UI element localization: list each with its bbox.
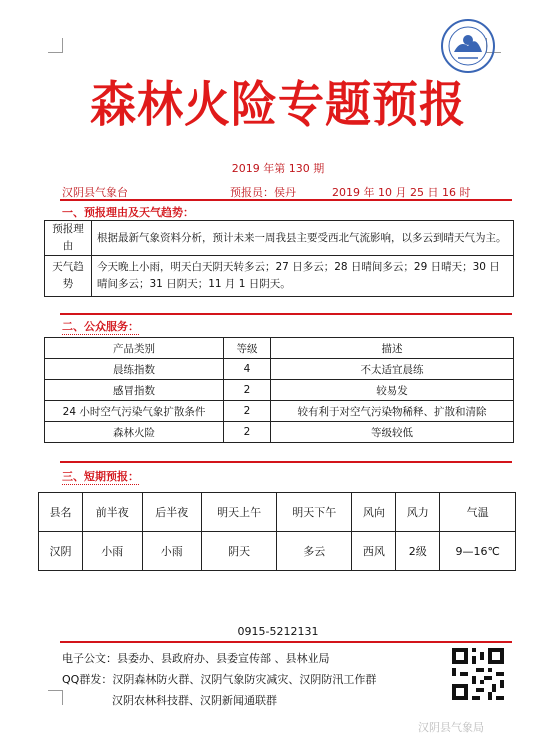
table-cell: 较有利于对空气污染物稀释、扩散和清除 [271,401,514,422]
section3-heading: 三、短期预报： [62,470,139,483]
row-label: 预报理由 [45,221,92,256]
table-row [45,380,514,401]
table-cell: 小雨 [142,532,202,571]
page-title: 森林火险专题预报 [90,75,466,133]
issuing-office: 汉阴县气象台 [62,186,128,199]
column-header: 描述 [271,338,514,359]
column-header: 产品类别 [45,338,224,359]
table-row [45,359,514,380]
table-row [45,256,514,297]
issue-datetime: 2019 年 10 月 25 日 16 时 [332,186,471,199]
section2-rule [60,461,512,463]
table-cell: 晨练指数 [45,359,224,380]
short-term-forecast-table [38,492,516,571]
table-cell: 感冒指数 [45,380,224,401]
table-row [45,221,514,256]
contact-phone: 0915-5212131 [237,625,319,638]
table-cell: 小雨 [82,532,142,571]
section1-heading: 一、预报理由及天气趋势： [62,206,194,219]
column-header: 明天上午 [202,493,277,532]
column-header: 等级 [224,338,271,359]
table-header-row [45,338,514,359]
row-label: 天气趋势 [45,256,92,297]
table-cell: 不太适宜晨练 [271,359,514,380]
column-header: 明天下午 [277,493,352,532]
table-cell: 9—16℃ [440,532,516,571]
forecaster: 预报员：侯丹 [230,186,296,199]
table-cell: 多云 [277,532,352,571]
column-header: 风向 [352,493,396,532]
forecast-reason-table [44,220,514,297]
column-header: 后半夜 [142,493,202,532]
crop-mark-top-left [48,38,63,53]
crop-mark-bottom-left [48,690,63,705]
table-cell: 2 [224,380,271,401]
table-cell: 24 小时空气污染气象扩散条件 [45,401,224,422]
row-text: 今天晚上小雨，明天白天阴天转多云；27 日多云；28 日晴间多云；29 日晴天；30 日晴间多云；31 日阴天；11 月 1 日阴天。 [92,256,514,297]
table-cell: 森林火险 [45,422,224,443]
column-header: 气温 [440,493,516,532]
distribution-line-3: 汉阴农林科技群、汉阴新闻通联群 [112,694,277,707]
table-cell: 西风 [352,532,396,571]
table-cell: 2 [224,401,271,422]
watermark-text: 汉阴县气象局 [418,721,484,734]
column-header: 前半夜 [82,493,142,532]
table-cell: 2 [224,422,271,443]
column-header: 风力 [396,493,440,532]
section1-rule [60,313,512,315]
table-row [45,422,514,443]
distribution-line-1: 电子公文：县委办、县政府办、县委宣传部 、县林业局 [62,652,330,665]
table-cell: 4 [224,359,271,380]
section2-heading: 二、公众服务： [62,320,139,333]
table-row [39,532,516,571]
public-service-table [44,337,514,443]
distribution-line-2: QQ群发：汉阴森林防火群、汉阴气象防灾减灾、汉阴防汛工作群 [62,673,377,686]
row-text: 根据最新气象资料分析，预计未来一周我县主要受西北气流影响，以多云到晴天气为主。 [92,221,514,256]
table-cell: 阴天 [202,532,277,571]
issue-number: 2019 年第 130 期 [231,162,325,175]
table-cell: 汉阴 [39,532,83,571]
table-header-row [39,493,516,532]
table-cell: 等级较低 [271,422,514,443]
table-cell: 较易发 [271,380,514,401]
table-row [45,401,514,422]
column-header: 县名 [39,493,83,532]
footer-rule [60,641,512,643]
header-rule [60,199,512,201]
qr-code-icon [452,648,504,700]
table-cell: 2级 [396,532,440,571]
